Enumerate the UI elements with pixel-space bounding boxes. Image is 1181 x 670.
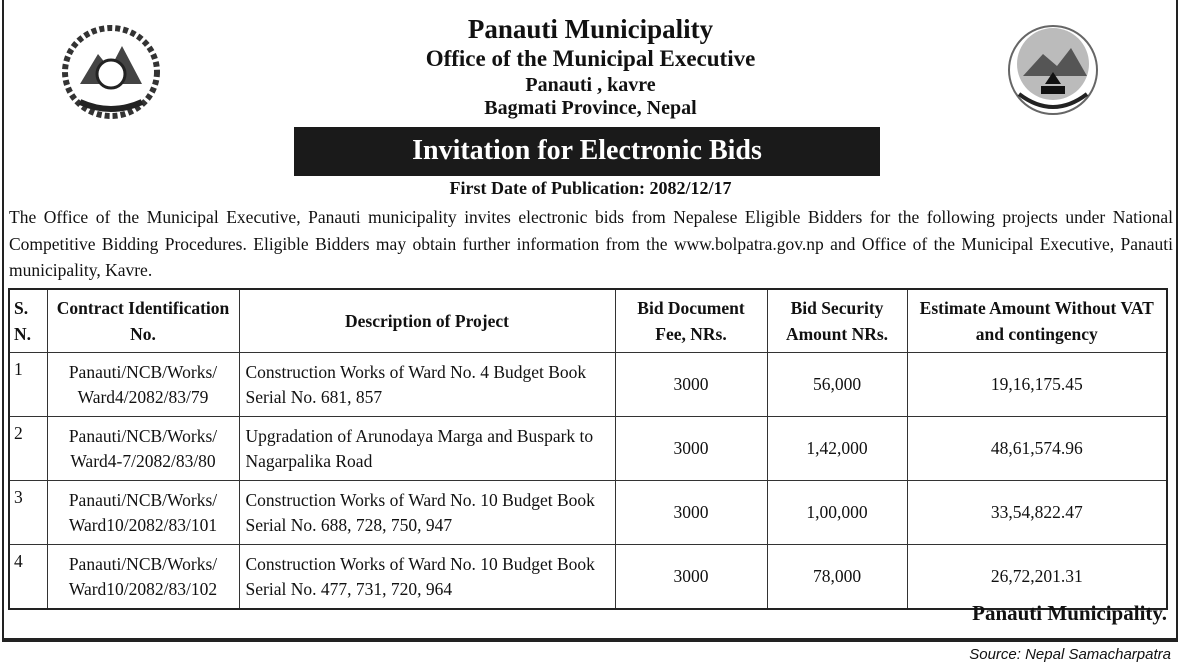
table-row [9, 353, 1167, 417]
header-sn: S. N. [9, 289, 47, 353]
cell-estimate: 33,54,822.47 [907, 481, 1167, 545]
cell-contract-id: Panauti/NCB/Works/ Ward10/2082/83/101 [47, 481, 239, 545]
intro-paragraph: The Office of the Municipal Executive, Panauti municipality invites electronic bids from Nepalese Eligible Bidders for the following projects under National Competitive Bidding Procedures. Eligible Bidders may obtain further information from the www.bolpatra.gov.np and Office of the Municipal Executive, Panauti municipality, Kavre. [9, 207, 1173, 280]
cell-doc-fee: 3000 [615, 353, 767, 417]
cell-estimate: 26,72,201.31 [907, 545, 1167, 610]
cell-doc-fee: 3000 [615, 481, 767, 545]
header-description: Description of Project [239, 289, 615, 353]
cell-doc-fee: 3000 [615, 545, 767, 610]
cell-description: Construction Works of Ward No. 4 Budget Book Serial No. 681, 857 [239, 353, 615, 417]
cell-sn: 4 [9, 545, 47, 610]
cell-security: 1,42,000 [767, 417, 907, 481]
signature: Panauti Municipality. [972, 601, 1167, 625]
table-row [9, 417, 1167, 481]
cell-sn: 2 [9, 417, 47, 481]
cell-doc-fee: 3000 [615, 417, 767, 481]
notice-title-banner: Invitation for Electronic Bids [294, 127, 880, 176]
table-row [9, 545, 1167, 610]
cell-security: 56,000 [767, 353, 907, 417]
table-row [9, 481, 1167, 545]
table-header-row [9, 289, 1167, 353]
cell-description: Construction Works of Ward No. 10 Budget Book Serial No. 688, 728, 750, 947 [239, 481, 615, 545]
source-credit: Source: Nepal Samacharpatra [969, 646, 1171, 663]
office-name: Office of the Municipal Executive [425, 46, 756, 71]
province: Bagmati Province, Nepal [484, 97, 697, 119]
cell-contract-id: Panauti/NCB/Works/ Ward10/2082/83/102 [47, 545, 239, 610]
place: Panauti , kavre [525, 74, 656, 96]
header-estimate: Estimate Amount Without VAT and contingency [907, 289, 1167, 353]
cell-contract-id: Panauti/NCB/Works/ Ward4/2082/83/79 [47, 353, 239, 417]
bids-table [8, 288, 1168, 610]
cell-estimate: 19,16,175.45 [907, 353, 1167, 417]
cell-sn: 3 [9, 481, 47, 545]
cell-security: 1,00,000 [767, 481, 907, 545]
org-name: Panauti Municipality [467, 14, 714, 44]
cell-contract-id: Panauti/NCB/Works/ Ward4-7/2082/83/80 [47, 417, 239, 481]
cell-sn: 1 [9, 353, 47, 417]
cell-estimate: 48,61,574.96 [907, 417, 1167, 481]
cell-description: Construction Works of Ward No. 10 Budget Book Serial No. 477, 731, 720, 964 [239, 545, 615, 610]
header-contract-id: Contract Identification No. [47, 289, 239, 353]
cell-security: 78,000 [767, 545, 907, 610]
cell-description: Upgradation of Arunodaya Marga and Buspark to Nagarpalika Road [239, 417, 615, 481]
publication-date: First Date of Publication: 2082/12/17 [449, 178, 732, 198]
header-security: Bid Security Amount NRs. [767, 289, 907, 353]
header-doc-fee: Bid Document Fee, NRs. [615, 289, 767, 353]
